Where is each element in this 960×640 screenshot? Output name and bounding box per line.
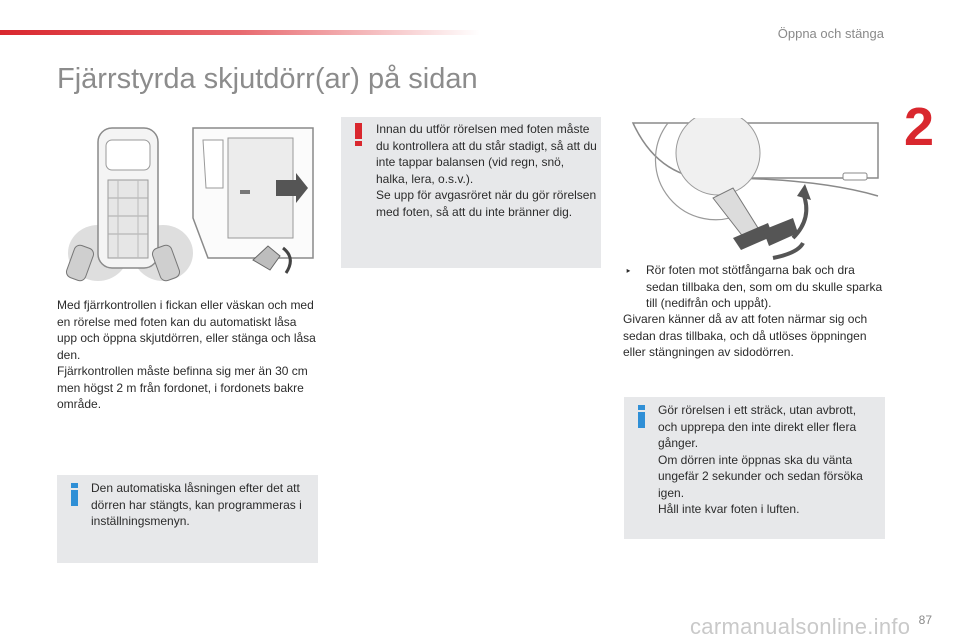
tips-paragraph-3: Håll inte kvar foten i luften. [658,502,800,516]
instruction-paragraph: Givaren känner då av att foten närmar sig och sedan dras tillbaka, och då utlöses öppningen eller stängningen av sidodörren. [623,312,868,359]
header-accent-bar [0,30,480,35]
info-box-tips [624,397,885,539]
van-sliding-door-illustration [58,118,320,288]
tips-paragraph-2: Om dörren inte öppnas ska du vänta ungefär 2 sekunder och sedan försöka igen. [658,452,863,500]
intro-text [57,297,319,413]
warning-box [341,117,601,268]
warning-paragraph-2: Se upp för avgasröret när du gör rörelsen med foten, så att du inte bränner dig. [376,188,597,219]
warning-text [376,121,598,220]
bullet-arrow-icon: ‣ [625,266,632,278]
tips-paragraph-1: Gör rörelsen i ett sträck, utan avbrott, och upprepa den inte direkt eller flera gånger. [658,403,857,450]
section-label: Öppna och stänga [777,26,884,41]
page-title: Fjärrstyrda skjutdörr(ar) på sidan [57,63,478,95]
intro-paragraph-2: Fjärrkontrollen måste befinna sig mer än 30 cm men högst 2 m från fordonet, i fordonets bakre område. [57,364,308,411]
foot-kick-bumper-illustration [623,118,885,268]
info-box-tips-text [658,402,876,518]
page-number: 87 [918,613,932,627]
chapter-number: 2 [903,97,934,157]
warning-paragraph-1: Innan du utför rörelsen med foten måste du kontrollera att du står stadigt, så att du inte tappar balansen (vid regn, snö, halka, lera, o.s.v.). [376,122,597,186]
intro-paragraph-1: Med fjärrkontrollen i fickan eller väskan och med en rörelse med foten kan du automatiskt låsa upp och öppna skjutdörren, eller stänga och låsa den. [57,298,316,362]
info-box-auto-lock-text: Den automatiska låsningen efter det att dörren har stängts, kan programmeras i inställningsmenyn. [91,481,302,528]
info-box-auto-lock [57,475,318,563]
instruction-bullet: Rör foten mot stötfångarna bak och dra sedan tillbaka den, som om du skulle sparka till (nedifrån och uppåt). [646,263,883,310]
watermark: carmanualsonline.info [690,614,911,639]
